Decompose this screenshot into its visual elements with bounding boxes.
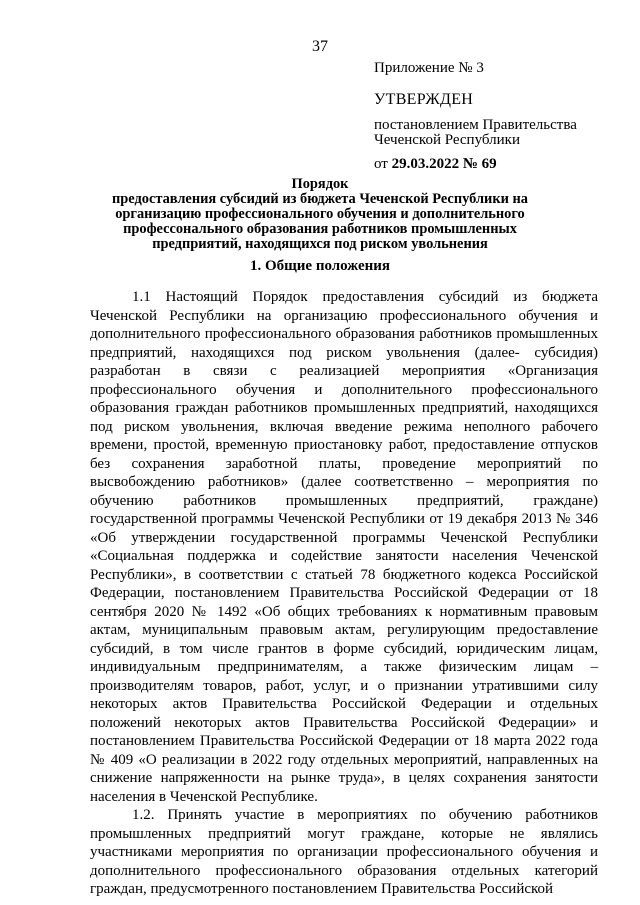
- decree-date: [374, 156, 624, 173]
- decree-date-value: 29.03.2022 № 69: [391, 156, 497, 172]
- decree-text: постановлением Правительства Чеченской Республики: [374, 117, 577, 148]
- decree-date-prefix: от: [374, 156, 392, 172]
- title-heading: Порядок: [291, 176, 349, 192]
- page-number: 37: [312, 38, 328, 55]
- section-heading: 1. Общие положения: [249, 258, 391, 274]
- appendix-label: Приложение № 3: [374, 60, 484, 76]
- document-title: [110, 177, 530, 252]
- paragraph-1-1: 1.1 Настоящий Порядок предоставления субсидий из бюджета Чеченской Республики на организацию профессионального обучения и дополнительного профессионального образования работников промышленных предприятий, находящихся под риском увольнения (далее- субсидия) разработан в связи с реализацией мероприятия «Организация профессионального обучения и дополнительного профессионального образования граждан работников промышленных предприятий, находящихся под риском увольнения, включая введение режима неполного рабочего времени, простой, временную приостановку работ, предоставление отпусков без сохранения заработной платы, проведение мероприятий по высвобождению работников» (далее соответственно – мероприятия по обучению работников промышленных предприятий, граждане) государственной программы Чеченской Республики от 19 декабря 2013 № 346 «Об утверждении государственной программы Чеченской Республики «Социальная поддержка и содействие занятости населения Чеченской Республики», в соответствии с статьей 78 бюджетного кодекса Российской Федерации, постановлением Правительства Российской Федерации от 18 сентября 2020 № 1492 «Об общих требованиях к нормативным правовым актам, муниципальным правовым актам, регулирующим предоставление субсидий, в том числе грантов в форме субсидий, юридическим лицам, индивидуальным предпринимателям, а также физическим лицам – производителям товаров, работ, услуг, и о признании утратившими силу некоторых актов Правительства Российской Федерации и отдельных положений некоторых актов Правительства Российской Федерации» и постановлением Правительства Российской Федерации от 18 марта 2022 года № 409 «О реализации в 2022 году отдельных мероприятий, направленных на снижение напряженности на рынке труда», в целях сохранения занятости населения в Чеченской Республике.: [90, 289, 598, 805]
- approval-block: [374, 60, 624, 173]
- title-subtitle: предоставления субсидий из бюджета Чеченской Республики на организацию профессионального обучения и дополнительного профессонального образования работников промышленных предприятий, находящихся под риском увольнения: [111, 191, 528, 252]
- body-text: [90, 288, 598, 899]
- approved-label: УТВЕРЖДЕН: [374, 91, 474, 108]
- paragraph-1-2: 1.2. Принять участие в мероприятиях по обучению работников промышленных предприятий могут граждане, которые не являлись участниками мероприятия по организации профессионального обучения и дополнительного профессионального образования отдельных категорий граждан, предусмотренного постановлением Правительства Российской: [90, 807, 598, 897]
